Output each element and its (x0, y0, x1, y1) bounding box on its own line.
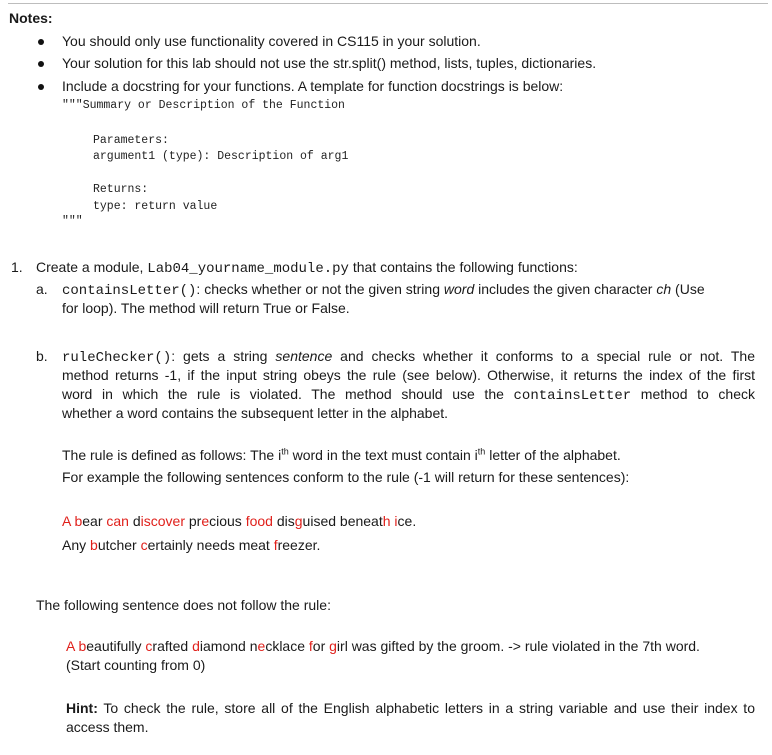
item-b-line4: whether a word contains the subsequent letter in the alphabet. (62, 405, 449, 421)
sentence-fragment: ce. (397, 513, 417, 529)
item-b-text: : gets a string (171, 348, 276, 364)
sentence-fragment: g (329, 638, 337, 654)
sentence-fragment: n (249, 638, 258, 654)
docstring-returns-line: type: return value (93, 200, 218, 213)
sentence-fragment: rafted (152, 638, 193, 654)
rule-sup-2: th (477, 446, 486, 457)
sentence-fragment: iscover (140, 513, 189, 529)
sentence-fragment: utcher (97, 537, 141, 553)
sentence-fragment: reezer. (277, 537, 321, 553)
sentence-fragment: b (90, 537, 98, 553)
sentence-fragment: can (106, 513, 133, 529)
docstring-close: """ (62, 215, 83, 228)
sentence-fragment: cklace (265, 638, 309, 654)
item-a-line2: for loop). The method will return True or False. (62, 300, 350, 316)
sentence-fragment: iamond (199, 638, 250, 654)
non-conform-intro: The following sentence does not follow the rule: (36, 597, 331, 613)
sentence-fragment: d (192, 638, 200, 654)
sentence-fragment: c (145, 638, 153, 654)
hint-line1 (66, 700, 755, 716)
notes-heading: Notes: (9, 10, 53, 26)
item-b-line2: method returns -1, if the input string obeys the rule (see below). Otherwise, it returns the index of the first (62, 367, 755, 383)
docstring-params-line: argument1 (type): Description of arg1 (93, 150, 349, 163)
item-a-text: : checks whether or not the given string (196, 281, 444, 297)
example-sentence-1 (62, 513, 416, 529)
sentence-fragment: ertainly (147, 537, 197, 553)
sentence-fragment: food (245, 513, 277, 529)
item-b-label: b. (36, 348, 48, 364)
docstring-summary: """Summary or Description of the Function (62, 99, 345, 112)
task-intro (36, 259, 578, 277)
rule-text-2: word in the text must contain i (288, 447, 478, 463)
rule-text-1: The rule is defined as follows: The i (62, 447, 282, 463)
sentence-fragment: A b (66, 638, 87, 654)
item-a-text-mid: includes the given character (474, 281, 657, 297)
bullet-dot (38, 39, 44, 45)
item-a-label: a. (36, 281, 48, 297)
rule-definition (62, 447, 621, 463)
example-sentence-2 (62, 537, 320, 553)
task-number: 1. (11, 259, 23, 275)
docstring-returns-label: Returns: (93, 183, 149, 196)
sentence-fragment: s (227, 537, 235, 553)
sentence-fragment: f (273, 537, 278, 553)
sentence-fragment: or (312, 638, 330, 654)
hint-line2: access them. (66, 719, 149, 735)
item-a-line1 (62, 281, 705, 299)
sentence-fragment: e (201, 513, 210, 529)
sentence-fragment: Any (62, 537, 91, 553)
violation-sentence (66, 638, 700, 654)
sentence-fragment: uised (302, 513, 340, 529)
sentence-fragment: pr (188, 513, 202, 529)
note-bullet-3: Include a docstring for your functions. A template for function docstrings is below: (62, 78, 564, 94)
item-b-line1 (62, 348, 755, 366)
top-border (8, 3, 768, 4)
sentence-fragment: dis (276, 513, 295, 529)
hint-text: To check the rule, store all of the English alphabetic letters in a string variable and use their index to (97, 700, 755, 716)
sentence-fragment: meat (234, 537, 274, 553)
code-contains-letter: containsLetter (513, 388, 632, 404)
sentence-fragment: eautifully (86, 638, 146, 654)
sentence-fragment: A b (62, 513, 83, 529)
item-b-text-end: and checks whether it conforms to a special rule or not. The (332, 348, 756, 364)
example-intro: For example the following sentences conform to the rule (-1 will return for these sentences): (62, 469, 630, 485)
sentence-fragment: c (140, 537, 148, 553)
sentence-fragment: d (132, 513, 141, 529)
item-b-line3-end: method to check (640, 386, 756, 402)
sentence-fragment: ear (82, 513, 107, 529)
item-b-line3-text: word in which the rule is violated. The method should use the (62, 386, 504, 402)
task-intro-text: Create a module, (36, 259, 148, 275)
item-a-text-end: (Use (671, 281, 705, 297)
bullet-dot (38, 84, 44, 90)
sentence-fragment: h (382, 513, 391, 529)
hint-label: Hint: (66, 700, 98, 716)
task-intro-text-end: that contains the following functions: (348, 259, 578, 275)
bullet-dot (38, 61, 44, 67)
func-rule-checker: ruleChecker() (62, 350, 172, 366)
sentence-fragment: e (257, 638, 266, 654)
item-b-line3 (62, 386, 755, 404)
sentence-fragment: cious (209, 513, 246, 529)
sentence-fragment: beneat (339, 513, 383, 529)
module-name: Lab04_yourname_module.py (147, 261, 349, 277)
var-word: word (443, 281, 475, 297)
sentence-fragment: need (196, 537, 228, 553)
sentence-fragment: f (308, 638, 313, 654)
rule-text-3: letter of the alphabet. (485, 447, 621, 463)
rule-sup-1: th (281, 446, 289, 457)
sentence-fragment: g (294, 513, 303, 529)
var-ch: ch (656, 281, 672, 297)
note-bullet-2: Your solution for this lab should not use the str.split() method, lists, tuples, dictionaries. (62, 55, 597, 71)
var-sentence: sentence (275, 348, 333, 364)
sentence-fragment: irl was gifted by the groom. -> rule violated in the 7th word. (336, 638, 700, 654)
docstring-params-label: Parameters: (93, 134, 169, 147)
func-contains-letter: containsLetter() (62, 283, 197, 299)
sentence-fragment: i (394, 513, 398, 529)
violation-note: (Start counting from 0) (66, 657, 206, 673)
note-bullet-1: You should only use functionality covered in CS115 in your solution. (62, 33, 481, 49)
